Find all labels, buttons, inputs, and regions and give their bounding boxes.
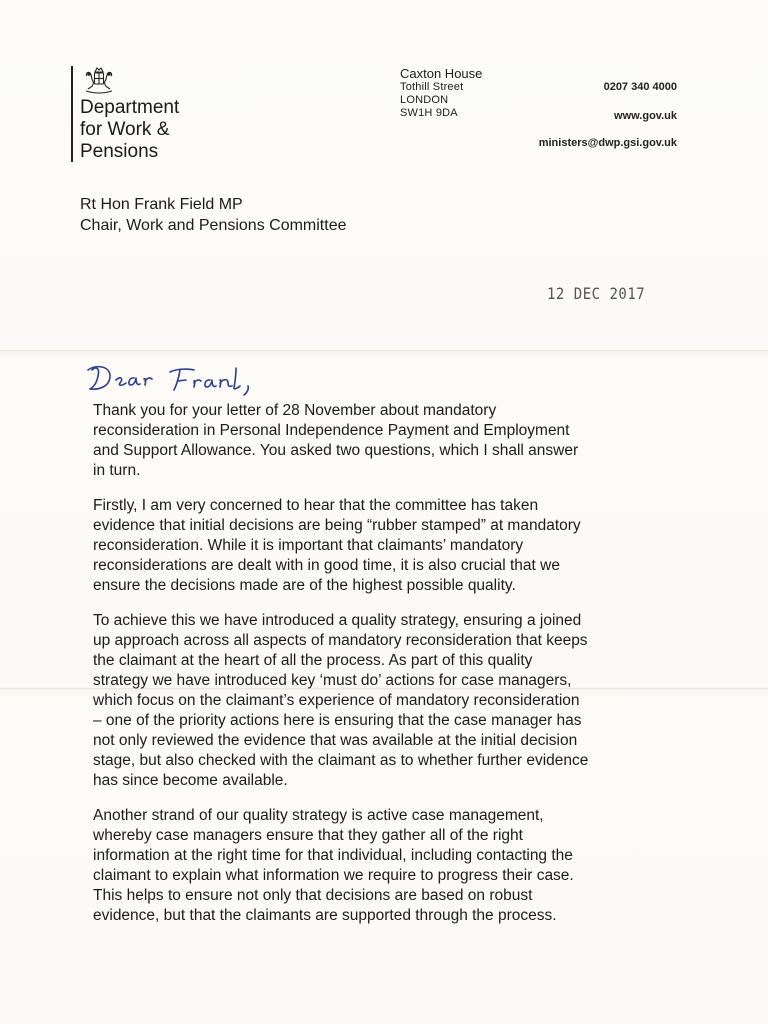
body-paragraph: Thank you for your letter of 28 November about mandatory reconsideration in Personal Independence Payment and Employment and Support Allowance. You asked two questions, which I shall answer in turn. [93, 402, 579, 479]
sender-address [400, 66, 482, 120]
date-stamp: 12 DEC 2017 [547, 285, 646, 304]
department-name-line: for Work & [80, 119, 170, 140]
address-line: Caxton House [400, 66, 483, 81]
phone-number: 0207 340 4000 [603, 81, 677, 93]
department-name [80, 97, 179, 163]
body-paragraph: Firstly, I am very concerned to hear that the committee has taken evidence that initial decisions are being “rubber stamped” at mandatory reconsideration. While it is important that claimants’ mandatory reconsiderations are dealt with in good time, it is also crucial that we ensure the decisions made are of the highest possible quality. [93, 497, 581, 594]
paper-fold [0, 350, 768, 351]
recipient-block [80, 194, 346, 236]
royal-crest-icon [82, 66, 116, 96]
recipient-title: Chair, Work and Pensions Committee [80, 217, 347, 234]
website: www.gov.uk [614, 110, 677, 122]
department-name-line: Department [80, 97, 180, 118]
email-address: ministers@dwp.gsi.gov.uk [538, 137, 677, 149]
address-line: Tothill Street [400, 81, 464, 93]
body-paragraph: To achieve this we have introduced a quality strategy, ensuring a joined up approach across all aspects of mandatory reconsideration that keeps the claimant at the heart of all the process. As part of this quality strategy we have introduced key ‘must do’ actions for case managers, which focus on the claimant’s experience of mandatory reconsideration – one of the priority actions here is ensuring that the case manager has not only reviewed the evidence that was available at the initial decision stage, but also checked with the claimant as to whether further evidence has since become available. [93, 612, 589, 789]
body-paragraph: Another strand of our quality strategy is active case management, whereby case managers ensure that they gather all of the right information at the right time for that individual, including contacting the claimant to explain what information we require to progress their case. This helps to ensure not only that decisions are based on robust evidence, but that the claimants are supported through the process. [93, 807, 574, 924]
department-name-line: Pensions [80, 141, 159, 162]
address-line: SW1H 9DA [400, 107, 458, 119]
letter-body [93, 401, 683, 941]
recipient-name: Rt Hon Frank Field MP [80, 196, 243, 213]
logo-rule [71, 66, 73, 162]
handwritten-salutation [82, 356, 282, 400]
address-line: LONDON [400, 94, 449, 106]
